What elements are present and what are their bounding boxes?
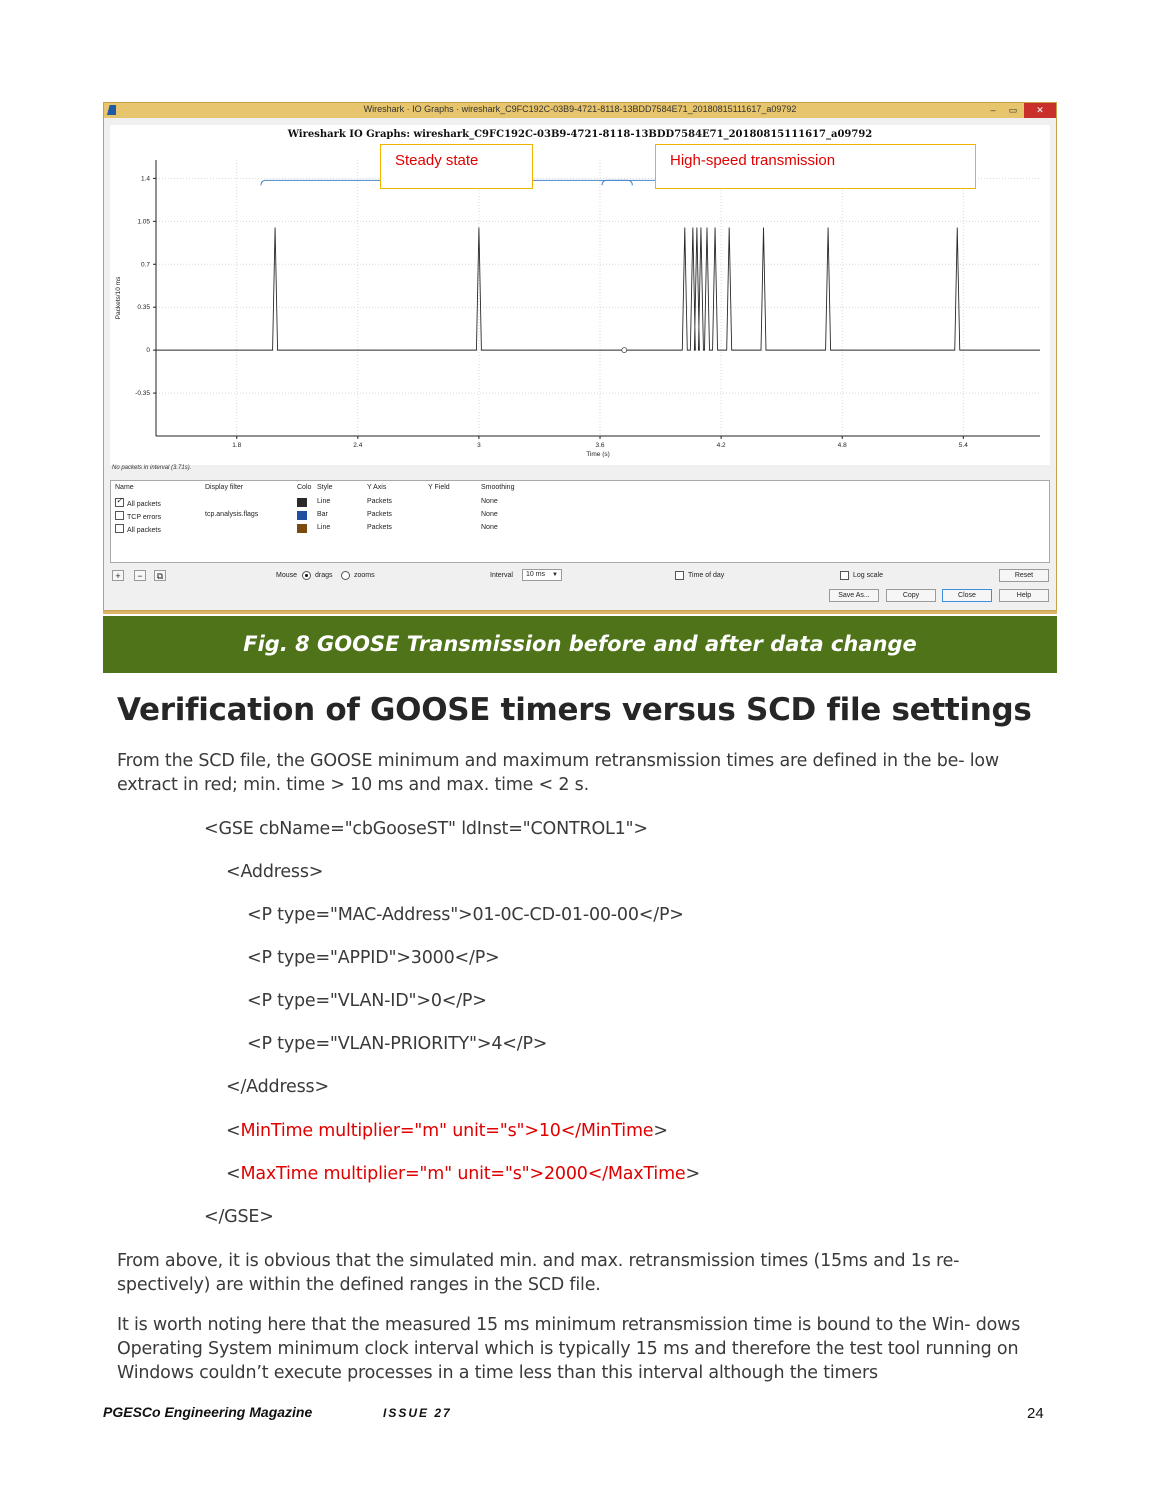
- bracket-open: <: [226, 1121, 241, 1141]
- close-button[interactable]: Close: [942, 589, 992, 602]
- col-name: Name: [115, 484, 134, 491]
- steady-state-annotation: Steady state: [380, 144, 533, 189]
- footer-issue: ISSUE 27: [383, 1406, 452, 1420]
- series-line-all-packets: [156, 227, 1040, 350]
- code-line-address-close: </Address>: [226, 1077, 329, 1097]
- figure-caption: Fig. 8 GOOSE Transmission before and after data change: [103, 616, 1057, 673]
- y-tick-label: 0: [146, 347, 150, 355]
- graph-smoothing: None: [481, 524, 498, 531]
- y-tick-label: 1.05: [137, 218, 150, 226]
- remove-graph-button[interactable]: −: [134, 570, 146, 581]
- code-line-vlan-priority: <P type="VLAN-PRIORITY">4</P>: [247, 1034, 548, 1054]
- zooms-radio[interactable]: [341, 571, 350, 580]
- chart-title: Wireshark IO Graphs: wireshark_C9FC192C-03B9-4721-8118-13BDD7584E71_20180815111617_a09792: [287, 129, 873, 140]
- y-tick-label: 0.7: [140, 261, 150, 269]
- help-button[interactable]: Help: [999, 589, 1049, 602]
- code-line-address-open: <Address>: [226, 862, 324, 882]
- col-smoothing: Smoothing: [481, 484, 515, 491]
- x-tick-label: 4.8: [837, 442, 847, 449]
- code-line-vlan-id: <P type="VLAN-ID">0</P>: [247, 991, 487, 1011]
- cursor-marker-point: [622, 348, 627, 353]
- y-tick-label: 1.4: [140, 175, 150, 183]
- graph-name: All packets: [127, 501, 161, 508]
- y-tick-label: 0.35: [137, 304, 150, 312]
- graph-enabled-checkbox[interactable]: [115, 524, 124, 533]
- color-swatch[interactable]: [297, 511, 307, 520]
- col-style: Style: [317, 484, 333, 491]
- close-window-button[interactable]: ✕: [1024, 103, 1056, 118]
- mouse-label: Mouse: [276, 572, 298, 579]
- paragraph-1: From the SCD file, the GOOSE minimum and maximum retransmission times are defined in the be- low extract in red; min. time > 10 ms and max. time < 2 s.: [117, 751, 999, 795]
- section-heading: Verification of GOOSE timers versus SCD file settings: [117, 692, 1032, 728]
- x-tick-label: 1.8: [232, 442, 242, 449]
- maximize-button[interactable]: ▭: [1008, 105, 1018, 115]
- bracket-close: >: [685, 1164, 700, 1184]
- high-speed-annotation: High-speed transmission: [655, 144, 976, 189]
- graph-style: Bar: [317, 511, 328, 518]
- code-line-appid: <P type="APPID">3000</P>: [247, 948, 500, 968]
- time-of-day-checkbox[interactable]: [675, 571, 684, 580]
- graph-row-2[interactable]: [111, 524, 1049, 536]
- graph-row-0[interactable]: [111, 498, 1049, 510]
- x-tick-label: 2.4: [353, 442, 363, 449]
- reset-button[interactable]: Reset: [999, 569, 1049, 582]
- maxtime-text: MaxTime multiplier="m" unit="s">2000</MaxTime: [240, 1164, 686, 1184]
- graph-filter: tcp.analysis.flags: [205, 511, 259, 518]
- graph-table-header: [111, 484, 1049, 496]
- graph-style: Line: [317, 498, 331, 505]
- graph-row-1[interactable]: [111, 511, 1049, 523]
- graph-name: TCP errors: [127, 514, 162, 521]
- drags-radio[interactable]: [302, 571, 311, 580]
- save-as-button[interactable]: Save As...: [829, 589, 879, 602]
- graph-style: Line: [317, 524, 331, 531]
- copy-graph-icon[interactable]: ⧉: [154, 570, 166, 581]
- x-tick-label: 3.6: [595, 442, 605, 449]
- zooms-label: zooms: [354, 572, 375, 579]
- x-tick-label: 4.2: [716, 442, 726, 449]
- interval-value: 10 ms: [526, 571, 546, 578]
- paragraph-2: From above, it is obvious that the simulated min. and max. retransmission times (15ms and 1s re- spectively) are within the defined ranges in the SCD file.: [117, 1251, 960, 1295]
- log-scale-label: Log scale: [853, 572, 883, 579]
- window-title-bar: [104, 103, 1056, 118]
- bracket-open: <: [226, 1164, 241, 1184]
- x-tick-label: 5.4: [958, 442, 968, 449]
- graph-y-axis: Packets: [367, 511, 392, 518]
- code-line-gse: <GSE cbName="cbGooseST" ldInst="CONTROL1">: [204, 819, 648, 839]
- interval-select[interactable]: [522, 569, 562, 581]
- graph-enabled-checkbox[interactable]: [115, 498, 124, 507]
- col-display-filter: Display filter: [205, 484, 244, 491]
- drags-label: drags: [315, 572, 333, 579]
- graph-enabled-checkbox[interactable]: [115, 511, 124, 520]
- graph-y-axis: Packets: [367, 524, 392, 531]
- x-tick-label: 3: [477, 442, 481, 449]
- col-color: Colo: [297, 484, 312, 491]
- x-axis-label: Time (s): [586, 451, 610, 458]
- chevron-down-icon: ▼: [552, 572, 558, 578]
- status-note: No packets in interval (3.71s).: [112, 465, 192, 471]
- graph-y-axis: Packets: [367, 498, 392, 505]
- col-y-field: Y Field: [428, 484, 450, 491]
- window-title: Wireshark · IO Graphs · wireshark_C9FC192C-03B9-4721-8118-13BDD7584E71_20180815111617_a09792: [363, 104, 797, 114]
- graph-list-table[interactable]: [110, 480, 1050, 563]
- code-line-mintime: [226, 1121, 668, 1141]
- io-graph-plot[interactable]: [110, 125, 1050, 465]
- io-graph-toolbar: [110, 568, 1050, 608]
- footer-magazine: PGESCo Engineering Magazine: [103, 1404, 313, 1420]
- minimize-button[interactable]: –: [990, 105, 996, 115]
- copy-button[interactable]: Copy: [886, 589, 936, 602]
- graph-smoothing: None: [481, 498, 498, 505]
- graph-name: All packets: [127, 527, 161, 534]
- log-scale-checkbox[interactable]: [840, 571, 849, 580]
- add-graph-button[interactable]: +: [112, 570, 124, 581]
- io-graphs-window: [103, 102, 1057, 611]
- interval-label: Interval: [490, 572, 513, 579]
- y-tick-label: -0.35: [135, 390, 150, 398]
- figure-separator: [103, 611, 1057, 614]
- bracket-close: >: [653, 1121, 668, 1141]
- page-number: 24: [1027, 1405, 1044, 1422]
- mintime-text: MinTime multiplier="m" unit="s">10</MinTime: [240, 1121, 654, 1141]
- graph-smoothing: None: [481, 511, 498, 518]
- color-swatch[interactable]: [297, 524, 307, 533]
- color-swatch[interactable]: [297, 498, 307, 507]
- code-line-mac: <P type="MAC-Address">01-0C-CD-01-00-00</P>: [247, 905, 684, 925]
- col-y-axis: Y Axis: [367, 484, 387, 491]
- code-line-maxtime: [226, 1164, 700, 1184]
- time-of-day-label: Time of day: [688, 572, 725, 579]
- code-line-gse-close: </GSE>: [204, 1207, 274, 1227]
- paragraph-3: It is worth noting here that the measured 15 ms minimum retransmission time is bound to the Win- dows Operating System minimum clock interval which is typically 15 ms and therefore the test tool running on Windows couldn’t execute processes in a time less than this interval although the timers: [117, 1315, 1021, 1383]
- y-axis-label: Packets/10 ms: [115, 276, 122, 320]
